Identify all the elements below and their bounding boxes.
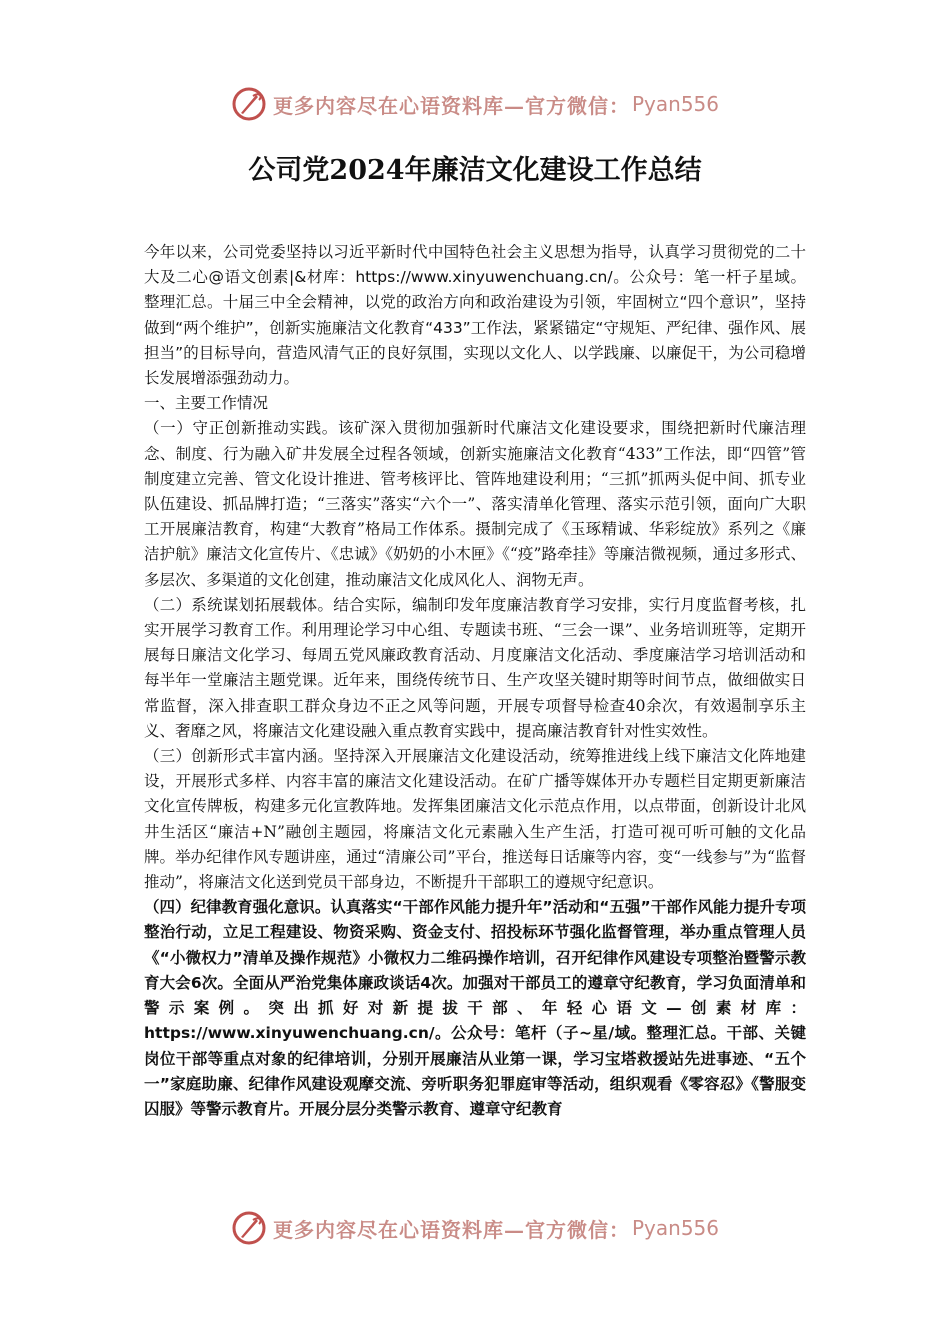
footer-watermark-banner xyxy=(0,1208,950,1248)
wechat-id: Pyan556 xyxy=(631,92,719,116)
paragraph-3: （三）创新形式丰富内涵。坚持深入开展廉洁文化建设活动，统筹推进线上线下廉洁文化阵地建设，开展形式多样、内容丰富的廉洁文化建设活动。在矿广播等媒体开办专题栏目定期更新廉洁文化宣传牌板，构建多元化宣教阵地。发挥集团廉洁文化示范点作用，以点带面，创新设计北风井生活区“廉洁+N”融创主题园，将廉洁文化元素融入生产生活，打造可视可听可触的文化品牌。举办纪律作风专题讲座，通过“清廉公司”平台，推送每日话廉等内容，变“一线参与”为“监督推动”，将廉洁文化送到党员干部身边，不断提升干部职工的遵规守纪意识。 xyxy=(144,747,806,892)
wechat-id: Pyan556 xyxy=(631,1216,719,1240)
document-title: 公司党2024年廉洁文化建设工作总结 xyxy=(248,155,702,186)
paragraph-1: （一）守正创新推动实践。该矿深入贯彻加强新时代廉洁文化建设要求，围绕把新时代廉洁理念、制度、行为融入矿井发展全过程各领域，创新实施廉洁文化教育“433”工作法，即“四管”管制度建立完善、管文化设计推进、管考核评比、管阵地建设利用；“三抓”抓两头促中间、抓专业队伍建设、抓品牌打造；“三落实”落实“六个一”、落实清单化管理、落实示范引领，面向广大职工开展廉洁教育，构建“大教育”格局工作体系。摄制完成了《玉琢精诚、华彩绽放》系列之《廉洁护航》廉洁文化宣传片、《忠诚》《奶奶的小木匣》《“疫”路牵挂》等廉洁微视频，通过多形式、多层次、多渠道的文化创建，推动廉洁文化成风化人、润物无声。 xyxy=(144,419,806,589)
intro-paragraph: 今年以来，公司党委坚持以习近平新时代中国特色社会主义思想为指导，认真学习贯彻党的二十大及二心@语文创素|&材库：https://www.xinyuwenchuang.cn/。公众号：笔一杆子星域。整理汇总。十届三中全会精神，以党的政治方向和政治建设为引领，牢固树立“四个意识”，坚持做到“两个维护”，创新实施廉洁文化教育“433”工作法，紧紧锚定“守规矩、严纪律、强作风、展担当”的目标导向，营造风清气正的良好氛围，实现以文化人、以学践廉、以廉促干，为公司稳增长发展增添强劲动力。 xyxy=(144,243,806,388)
watermark-text: 更多内容尽在心语资料库—官方微信： xyxy=(272,1217,630,1242)
section-heading: 一、主要工作情况 xyxy=(144,394,269,413)
header-watermark-banner xyxy=(0,84,950,124)
quill-logo-icon xyxy=(231,86,267,122)
paragraph-2: （二）系统谋划拓展载体。结合实际，编制印发年度廉洁教育学习安排，实行月度监督考核，扎实开展学习教育工作。利用理论学习中心组、专题读书班、“三会一课”、业务培训班等，定期开展每日廉洁文化学习、每周五党风廉政教育活动、月度廉洁文化活动、季度廉洁学习培训活动和每半年一堂廉洁主题党课。近年来，围绕传统节日、生产攻坚关键时期等时间节点，做细做实日常监督，深入排查职工群众身边不正之风等问题，开展专项督导检查40余次，有效遏制享乐主义、奢靡之风，将廉洁文化建设融入重点教育实践中，提高廉洁教育针对性实效性。 xyxy=(144,595,806,740)
quill-logo-icon xyxy=(231,1210,267,1246)
watermark-text: 更多内容尽在心语资料库—官方微信： xyxy=(272,93,630,118)
document-body xyxy=(144,240,806,1190)
paragraph-4: （四）纪律教育强化意识。认真落实“干部作风能力提升年”活动和“五强”干部作风能力提升专项整治行动，立足工程建设、物资采购、资金支付、招投标环节强化监督管理，举办重点管理人员《“小微权力”清单及操作规范》小微权力二维码操作培训，召开纪律作风建设专项整治暨警示教育大会6次。全面从严治党集体廉政谈话4次。加强对干部员工的遵章守纪教育，学习负面清单和警示案例。突出抓好对新提拔干部、年轻心语文—创素材库：https://www.xinyuwenchuang.cn/。公众号：笔杆（子~星/域。整理汇总。干部、关键岗位干部等重点对象的纪律培训，分别开展廉洁从业第一课，学习宝塔救援站先进事迹、“五个一”家庭助廉、纪律作风建设观摩交流、旁听职务犯罪庭审等活动，组织观看《零容忍》《警服变囚服》等警示教育片。开展分层分类警示教育、遵章守纪教育 xyxy=(144,898,806,1118)
